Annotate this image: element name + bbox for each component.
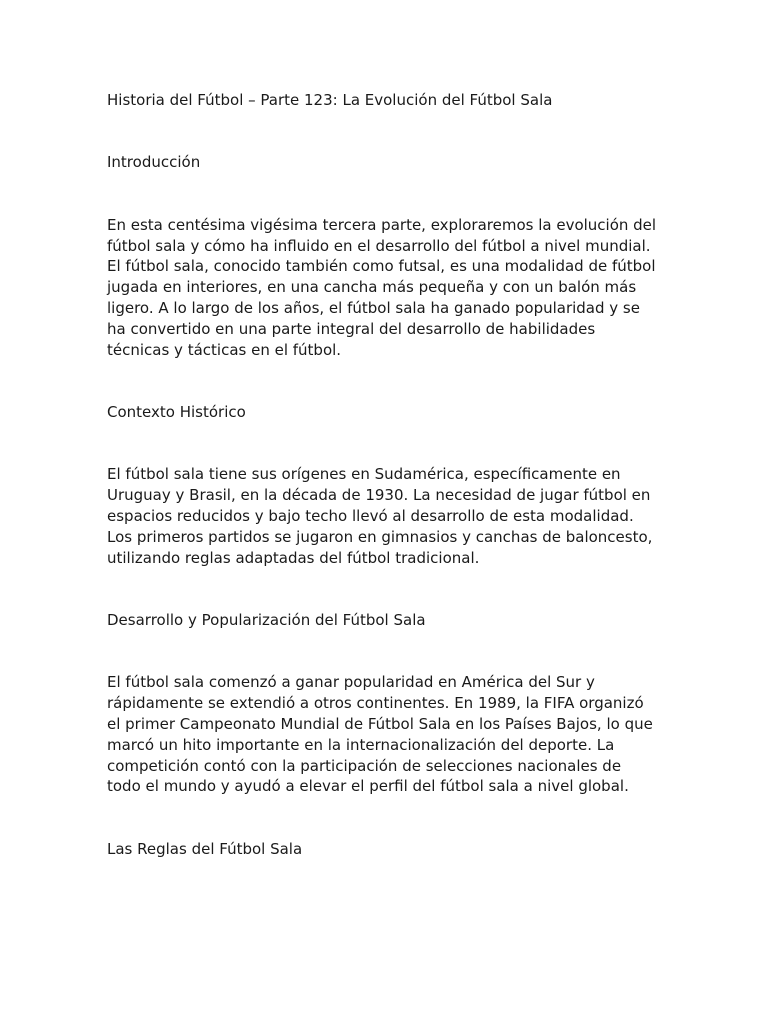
paragraph-line: En esta centésima vigésima tercera parte, exploraremos la evolución del [107,215,657,234]
section-heading-introduccion: Introducción [107,153,201,172]
paragraph-line: rápidamente se extendió a otros continentes. En 1989, la FIFA organizó [107,694,644,713]
document-title: Historia del Fútbol – Parte 123: La Evolución del Fútbol Sala [107,91,553,109]
paragraph-line: El fútbol sala tiene sus orígenes en Sudamérica, específicamente en [107,465,621,484]
paragraph-line: marcó un hito importante en la internacionalización del deporte. La [107,735,615,754]
section-heading-reglas: Las Reglas del Fútbol Sala [107,839,303,858]
paragraph-line: utilizando reglas adaptadas del fútbol tradicional. [107,548,480,567]
paragraph-line: fútbol sala y cómo ha influido en el desarrollo del fútbol a nivel mundial. [107,236,651,255]
paragraph-line: todo el mundo y ayudó a elevar el perfil del fútbol sala a nivel global. [107,777,629,796]
paragraph-introduccion [107,215,667,361]
paragraph-line: El fútbol sala, conocido también como futsal, es una modalidad de fútbol [107,257,656,276]
document-page [107,90,667,859]
paragraph-line: jugada en interiores, en una cancha más pequeña y con un balón más [107,278,637,297]
paragraph-line: espacios reducidos y bajo techo llevó al desarrollo de esta modalidad. [107,506,634,525]
section-heading-desarrollo: Desarrollo y Popularización del Fútbol Sala [107,610,426,629]
paragraph-line: técnicas y tácticas en el fútbol. [107,340,342,359]
paragraph-line: Los primeros partidos se jugaron en gimnasios y canchas de baloncesto, [107,527,653,546]
paragraph-contexto-historico [107,464,667,568]
paragraph-desarrollo [107,672,667,797]
paragraph-line: ha convertido en una parte integral del desarrollo de habilidades [107,319,596,338]
paragraph-line: ligero. A lo largo de los años, el fútbol sala ha ganado popularidad y se [107,298,640,317]
paragraph-line: Uruguay y Brasil, en la década de 1930. La necesidad de jugar fútbol en [107,486,651,505]
paragraph-line: competición contó con la participación de selecciones nacionales de [107,756,622,775]
paragraph-line: el primer Campeonato Mundial de Fútbol Sala en los Países Bajos, lo que [107,714,653,733]
section-heading-contexto-historico: Contexto Histórico [107,402,246,421]
paragraph-line: El fútbol sala comenzó a ganar popularidad en América del Sur y [107,673,595,692]
